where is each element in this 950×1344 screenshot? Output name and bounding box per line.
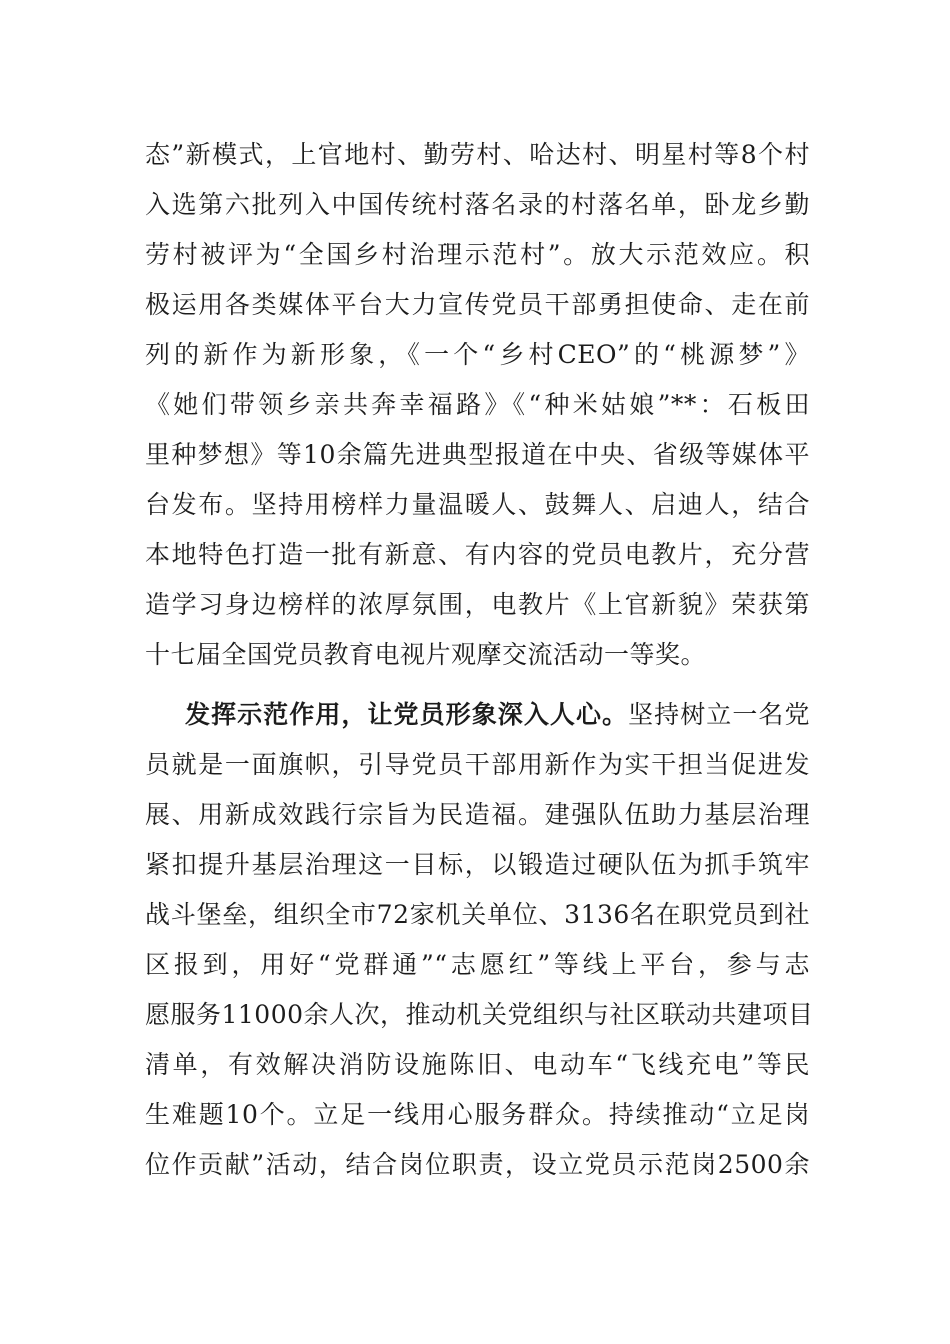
paragraph-heading: 发挥示范作用，让党员形象深入人心。 [185, 700, 629, 729]
text-line: 台发布。坚持用榜样力量温暖人、鼓舞人、启迪人，结合 [145, 490, 810, 519]
text-line: 态”新模式，上官地村、勤劳村、哈达村、明星村等8个村 [145, 140, 810, 169]
text-line: 里种梦想》等10余篇先进典型报道在中央、省级等媒体平 [145, 440, 810, 469]
paragraph-first-line [145, 690, 810, 740]
paragraph-publicity [145, 130, 810, 680]
text-line: 展、用新成效践行宗旨为民造福。建强队伍助力基层治理 [145, 800, 810, 829]
text-line: 入选第六批列入中国传统村落名录的村落名单，卧龙乡勤 [145, 190, 810, 219]
text-line: 紧扣提升基层治理这一目标，以锻造过硬队伍为抓手筑牢 [145, 850, 810, 879]
paragraph-demonstration [145, 690, 814, 1190]
text-run: 坚持树立一名党 [628, 700, 810, 729]
text-line: 员就是一面旗帜，引导党员干部用新作为实干担当促进发 [145, 750, 810, 779]
text-line: 造学习身边榜样的浓厚氛围，电教片《上官新貌》荣获第 [145, 590, 810, 619]
text-line: 愿服务11000余人次，推动机关党组织与社区联动共建项目 [145, 1000, 814, 1029]
text-line: 区报到，用好“党群通”“志愿红”等线上平台，参与志 [145, 950, 810, 979]
text-line: 列的新作为新形象，《一个“乡村CEO”的“桃源梦”》 [145, 340, 810, 369]
text-line: 位作贡献”活动，结合岗位职责，设立党员示范岗2500余 [145, 1150, 810, 1179]
text-line: 本地特色打造一批有新意、有内容的党员电教片，充分营 [145, 540, 810, 569]
text-line: 战斗堡垒，组织全市72家机关单位、3136名在职党员到社 [145, 900, 810, 929]
text-line: 劳村被评为“全国乡村治理示范村”。放大示范效应。积 [145, 240, 810, 269]
text-line: 生难题10个。立足一线用心服务群众。持续推动“立足岗 [145, 1100, 810, 1129]
text-line: 十七届全国党员教育电视片观摩交流活动一等奖。 [145, 640, 707, 669]
text-line: 清单，有效解决消防设施陈旧、电动车“飞线充电”等民 [145, 1050, 810, 1079]
text-line: 极运用各类媒体平台大力宣传党员干部勇担使命、走在前 [145, 290, 810, 319]
text-line: 《她们带领乡亲共奔幸福路》《“种米姑娘”**：石板田 [145, 390, 810, 419]
